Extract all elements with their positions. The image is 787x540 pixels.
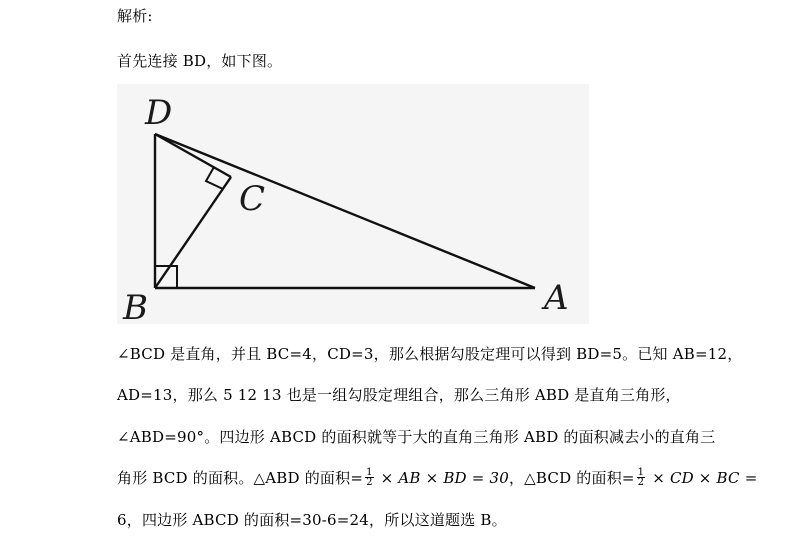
fraction-denominator: 2 xyxy=(637,476,645,488)
triangle-diagram xyxy=(117,84,589,324)
label-b: B xyxy=(123,288,148,324)
paragraph-line-1: ∠BCD 是直角，并且 BC=4，CD=3，那么根据勾股定理可以得到 BD=5。已知 AB=12， xyxy=(117,345,743,363)
paragraph-line-5: 6，四边形 ABCD 的面积=30-6=24，所以这道题选 B。 xyxy=(117,511,507,529)
segment-dc xyxy=(155,134,231,177)
line4-text-b: ，△BCD 的面积= xyxy=(508,469,635,487)
segment-cb xyxy=(155,177,231,288)
fraction-half-2 xyxy=(637,468,646,487)
fraction-numerator: 1 xyxy=(366,466,373,478)
fraction-half-1 xyxy=(365,468,374,487)
fraction-numerator: 1 xyxy=(637,466,645,478)
formula-abd-area: × AB × BD = 30 xyxy=(375,469,509,487)
fraction-denominator: 2 xyxy=(366,476,373,488)
solution-heading: 解析: xyxy=(117,7,153,25)
paragraph-line-3: ∠ABD=90°。四边形 ABCD 的面积就等于大的直角三角形 ABD 的面积减去小的直角三 xyxy=(117,428,716,446)
paragraph-line-2: AD=13，那么 5 12 13 也是一组勾股定理组合，那么三角形 ABD 是直角三角形， xyxy=(117,386,681,404)
paragraph-line-4 xyxy=(117,468,757,489)
line4-text-a: 角形 BCD 的面积。△ABD 的面积= xyxy=(117,469,364,487)
label-d: D xyxy=(145,93,173,133)
segment-da xyxy=(155,134,535,288)
formula-bcd-area: × CD × BC = xyxy=(647,469,758,487)
intro-text: 首先连接 BD，如下图。 xyxy=(117,52,283,70)
label-a: A xyxy=(544,278,569,318)
geometry-figure xyxy=(117,84,589,324)
label-c: C xyxy=(239,179,266,219)
